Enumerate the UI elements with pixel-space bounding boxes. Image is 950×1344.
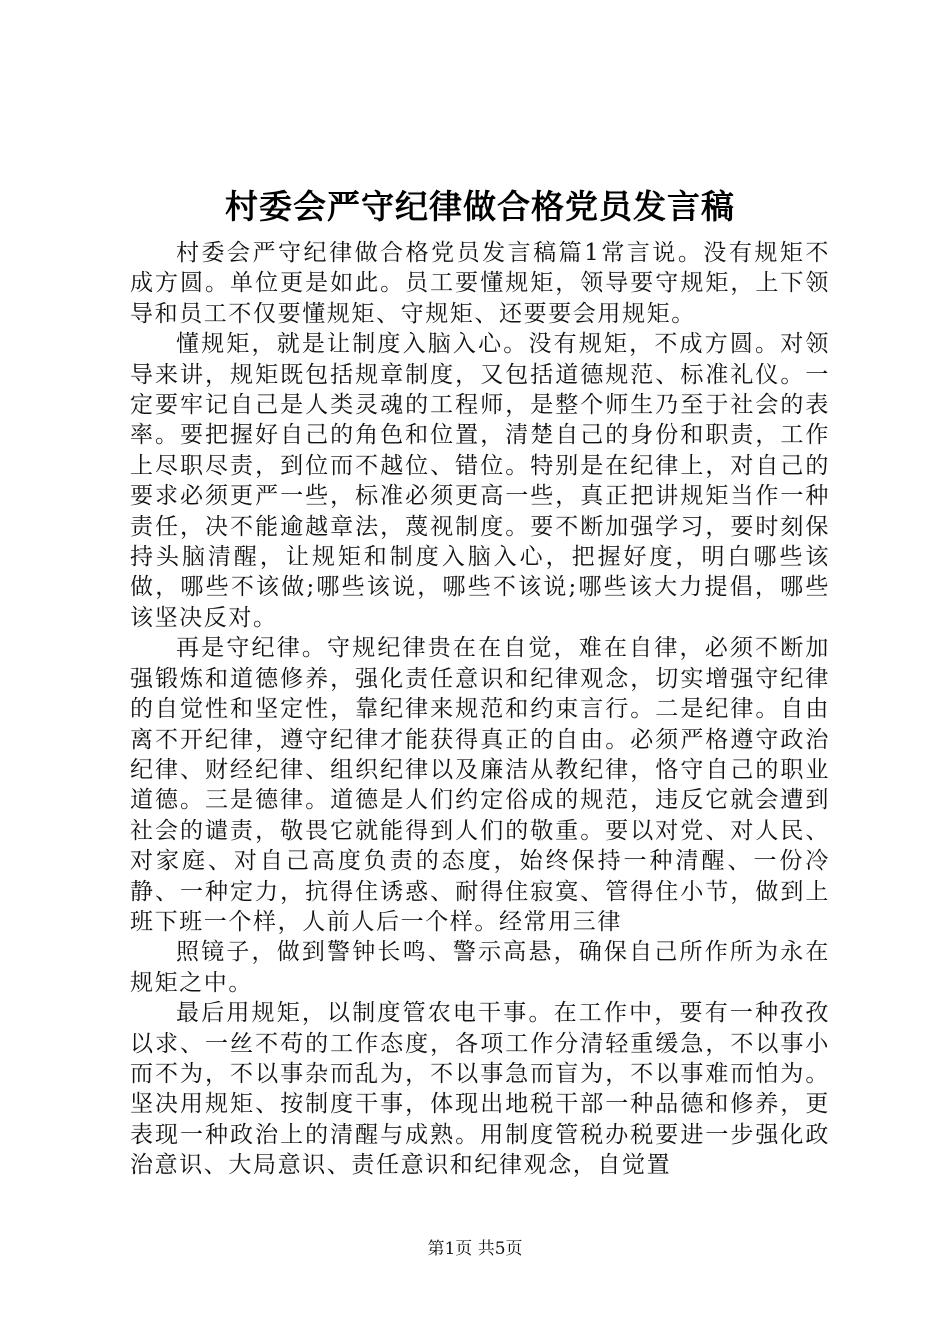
paragraph-3: 再是守纪律。守规纪律贵在在自觉，难在自律，必须不断加强锻炼和道德修养，强化责任意识和纪律观念，切实增强守纪律的自觉性和坚定性，靠纪律来规范和约束言行。二是纪律。自由离不开纪律，遵守纪律才能获得真正的自由。必须严格遵守政治纪律、财经纪律、组织纪律以及廉洁从教纪律，恪守自己的职业道德。三是德律。道德是人们约定俗成的规范，违反它就会遭到社会的谴责，敬畏它就能得到人们的敬重。要以对党、对人民、对家庭、对自己高度负责的态度，始终保持一种清醒、一份冷静、一种定力，抗得住诱惑、耐得住寂寞、管得住小节，做到上班下班一个样，人前人后一个样。经常用三律 [130,635,830,935]
document-title: 村委会严守纪律做合格党员发言稿 [225,187,735,226]
document-body [130,238,830,1181]
paragraph-5: 最后用规矩，以制度管农电干事。在工作中，要有一种孜孜以求、一丝不苟的工作态度，各项工作分清轻重缓急，不以事小而不为，不以事杂而乱为，不以事急而盲为，不以事难而怕为。坚决用规矩、按制度干事，体现出地税干部一种品德和修养，更表现一种政治上的清醒与成熟。用制度管税办税要进一步强化政治意识、大局意识、责任意识和纪律观念，自觉置 [130,1000,830,1179]
paragraph-4: 照镜子，做到警钟长鸣、警示高悬，确保自己所作所为永在规矩之中。 [130,939,830,996]
paragraph-2: 懂规矩，就是让制度入脑入心。没有规矩，不成方圆。对领导来讲，规矩既包括规章制度，又包括道德规范、标准礼仪。一定要牢记自己是人类灵魂的工程师，是整个师生乃至于社会的表率。要把握好自己的角色和位置，清楚自己的身份和职责，工作上尽职尽责，到位而不越位、错位。特别是在纪律上，对自己的要求必须更严一些，标准必须更高一些，真正把讲规矩当作一种责任，决不能逾越章法，蔑视制度。要不断加强学习，要时刻保持头脑清醒，让规矩和制度入脑入心，把握好度，明白哪些该做，哪些不该做;哪些该说，哪些不该说;哪些该大力提倡，哪些该坚决反对。 [130,331,830,631]
page-footer: 第1页 共5页 [427,1239,523,1259]
paragraph-1: 村委会严守纪律做合格党员发言稿篇1常言说。没有规矩不成方圆。单位更是如此。员工要懂规矩，领导要守规矩，上下领导和员工不仅要懂规矩、守规矩、还要要会用规矩。 [130,240,830,327]
